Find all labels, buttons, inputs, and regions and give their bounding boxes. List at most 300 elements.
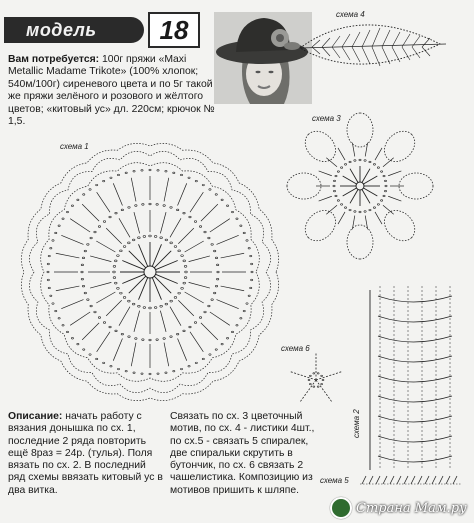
scheme-1-chain-dot bbox=[123, 246, 126, 248]
scheme-1-chain-dot bbox=[96, 184, 98, 186]
scheme-1-chain-dot bbox=[157, 170, 159, 172]
scheme-3-chain-dot bbox=[354, 160, 356, 162]
scheme-1-chain-dot bbox=[142, 204, 144, 206]
scheme-5-spiral-stitch bbox=[446, 476, 450, 484]
scheme-1-stitch bbox=[96, 241, 115, 252]
scheme-1-chain-dot bbox=[163, 205, 165, 207]
scheme-1-inner-stitch bbox=[122, 274, 144, 283]
scheme-1-chain-dot bbox=[58, 225, 60, 227]
scheme-1-chain-dot bbox=[221, 199, 223, 201]
scheme-5-spiral-stitch bbox=[411, 476, 415, 484]
scheme-4-leaf-stitch bbox=[402, 47, 410, 60]
scheme-6-chain-dot bbox=[313, 373, 315, 374]
scheme-1-chain-dot bbox=[132, 303, 135, 305]
scheme-2-arch-row bbox=[378, 416, 452, 422]
scheme-1-chain-dot bbox=[226, 205, 228, 207]
scheme-4-leaf-stitch bbox=[342, 34, 350, 47]
scheme-1-chain-dot bbox=[194, 322, 196, 324]
scheme-1-chain-dot bbox=[84, 250, 86, 252]
scheme-1-inner-stitch bbox=[139, 278, 148, 300]
scheme-3-petal bbox=[378, 125, 420, 167]
scheme-1-chain-dot bbox=[133, 170, 135, 172]
scheme-3-petal bbox=[347, 113, 373, 147]
scheme-3-chain-dot bbox=[385, 185, 387, 187]
scheme-3-chain-dot bbox=[333, 185, 335, 187]
scheme-1-chain-dot bbox=[141, 373, 143, 375]
scheme-2-arch-row bbox=[378, 456, 452, 462]
scheme-3-chain-dot bbox=[383, 195, 385, 197]
scheme-1-stitch bbox=[217, 300, 239, 309]
scheme-1-chain-dot bbox=[149, 169, 151, 171]
scheme-1-chain-dot bbox=[202, 358, 204, 360]
scheme-1-stitch bbox=[178, 228, 194, 244]
scheme-1-chain-dot bbox=[47, 271, 49, 273]
scheme-1-chain-dot bbox=[62, 218, 64, 220]
scheme-1-chain-dot bbox=[96, 358, 98, 360]
scheme-1-chain-dot bbox=[81, 278, 83, 280]
scheme-1-chain-dot bbox=[52, 240, 54, 242]
scheme-1-chain-dot bbox=[135, 205, 137, 207]
scheme-1-chain-dot bbox=[170, 242, 173, 244]
scheme-3-chain-dot bbox=[369, 209, 371, 211]
scheme-1-chain-dot bbox=[173, 172, 175, 174]
scheme-1-chain-dot bbox=[215, 257, 217, 259]
scheme-1-chain-dot bbox=[181, 287, 184, 289]
scheme-1-chain-dot bbox=[103, 221, 105, 223]
scheme-1-chain-dot bbox=[117, 287, 120, 289]
scheme-1-chain-dot bbox=[183, 282, 186, 284]
scheme-2-arch-row bbox=[378, 356, 452, 362]
scheme-1-chain-dot bbox=[188, 177, 190, 179]
scheme-1-chain-dot bbox=[141, 170, 143, 172]
scheme-4-leaf-stitch bbox=[392, 32, 400, 47]
scheme-1-chain-dot bbox=[115, 212, 117, 214]
scheme-1-chain-dot bbox=[149, 235, 152, 237]
scheme-3-chain-dot bbox=[377, 204, 379, 206]
scheme-1-chain-dot bbox=[120, 292, 123, 294]
scheme-2-arch-row bbox=[378, 296, 452, 302]
scheme-1-stitch bbox=[113, 339, 122, 361]
scheme-1-chain-dot bbox=[117, 255, 120, 257]
scheme-1-chain-dot bbox=[165, 170, 167, 172]
scheme-1-chain-dot bbox=[176, 333, 178, 335]
scheme-3-petal bbox=[299, 125, 341, 167]
scheme-1-chain-dot bbox=[98, 317, 100, 319]
scheme-3-chain-dot bbox=[341, 167, 343, 169]
scheme-1-chain-dot bbox=[178, 292, 181, 294]
scheme-3-stitch bbox=[388, 171, 401, 176]
scheme-3-chain-dot bbox=[333, 180, 335, 182]
scheme-1-chain-dot bbox=[184, 277, 187, 279]
scheme-1-chain-dot bbox=[185, 271, 188, 273]
scheme-6-sepal-arm bbox=[289, 371, 316, 380]
scheme-1-chain-dot bbox=[47, 279, 49, 281]
scheme-6-chain-dot bbox=[309, 375, 311, 376]
scheme-1-chain-dot bbox=[195, 362, 197, 364]
scheme-1-chain-dot bbox=[48, 287, 50, 289]
scheme-1-chain-dot bbox=[170, 300, 173, 302]
scheme-1-chain-dot bbox=[194, 221, 196, 223]
scheme-3-stitch bbox=[338, 148, 345, 160]
scheme-1-chain-dot bbox=[251, 271, 253, 273]
watermark bbox=[330, 496, 472, 520]
scheme-1-stitch bbox=[131, 343, 136, 367]
scheme-1-chain-dot bbox=[133, 372, 135, 374]
scheme-1-chain-dot bbox=[81, 264, 83, 266]
scheme-3-chain-dot bbox=[369, 161, 371, 163]
scheme-1-stitch bbox=[190, 332, 203, 352]
scheme-1-chain-dot bbox=[71, 205, 73, 207]
scheme-1-stitch bbox=[113, 183, 122, 205]
scheme-1-chain-dot bbox=[50, 247, 52, 249]
scheme-1-stitch bbox=[97, 192, 110, 212]
scheme-1-chain-dot bbox=[87, 299, 89, 301]
scheme-1-stitch bbox=[160, 311, 166, 332]
scheme-1-chain-dot bbox=[209, 189, 211, 191]
scheme-6-chain-dot bbox=[322, 379, 324, 380]
scheme-1-chain-dot bbox=[115, 330, 117, 332]
scheme-1-chain-dot bbox=[128, 300, 131, 302]
scheme-1-stitch bbox=[217, 235, 239, 244]
scheme-1-chain-dot bbox=[154, 236, 157, 238]
scheme-4-leaf-stitch bbox=[392, 47, 400, 62]
scheme-1-chain-dot bbox=[215, 285, 217, 287]
scheme-1-chain-dot bbox=[84, 292, 86, 294]
scheme-1-stitch bbox=[185, 292, 204, 303]
scheme-1-chain-dot bbox=[77, 343, 79, 345]
scheme-5-spiral-stitch bbox=[439, 476, 443, 484]
scheme-4-leaf-stitch bbox=[422, 47, 430, 56]
scheme-1-chain-dot bbox=[89, 189, 91, 191]
scheme-4-leaf-stitch bbox=[352, 47, 360, 62]
scheme-1-chain-dot bbox=[149, 203, 151, 205]
scheme-1-inner-stitch bbox=[139, 244, 148, 266]
materials-body: 100г пряжи «Maxi Metallic Madame Trikote» (100% хлопок; 540м/100г) сиреневого цвета и по 5г такой же пряжи зелёного и розового и жёлтого цветов; «китовый ус» дл. 220см; крючок № 1,5. bbox=[8, 54, 215, 128]
scheme-1-stitch bbox=[201, 204, 218, 221]
scheme-3-petal bbox=[399, 173, 433, 199]
scheme-5-spiral-stitch bbox=[376, 476, 380, 484]
scheme-1-stitch bbox=[178, 300, 194, 316]
scheme-3-chain-dot bbox=[384, 190, 386, 192]
scheme-1-chain-dot bbox=[248, 247, 250, 249]
scheme-1-chain-dot bbox=[248, 295, 250, 297]
scheme-1-inner-stitch bbox=[154, 276, 171, 293]
materials-intro: Вам потребуется: bbox=[8, 54, 100, 65]
scheme-1-stitch bbox=[164, 178, 169, 202]
scheme-1-chain-dot bbox=[103, 362, 105, 364]
scheme-1-chain-dot bbox=[211, 299, 213, 301]
scheme-1-chain-dot bbox=[98, 226, 100, 228]
scheme-1-chain-dot bbox=[121, 333, 123, 335]
scheme-4-leaf-stitch bbox=[312, 47, 320, 54]
scheme-5-spiral-stitch bbox=[404, 476, 408, 484]
scheme-1-label: схема 1 bbox=[60, 142, 89, 151]
scheme-5-label: схема 5 bbox=[320, 476, 349, 485]
scheme-1-chain-dot bbox=[82, 257, 84, 259]
scheme-1-chain-dot bbox=[216, 264, 218, 266]
scheme-4-leaf-stitch bbox=[332, 47, 340, 58]
scheme-1-inner-stitch bbox=[129, 276, 146, 293]
scheme-1-chain-dot bbox=[180, 174, 182, 176]
scheme-1-stitch bbox=[96, 292, 115, 303]
scheme-1-chain-dot bbox=[77, 199, 79, 201]
scheme-4-leaf-stitch bbox=[332, 36, 340, 47]
scheme-4-leaf-stitch bbox=[312, 40, 320, 47]
scheme-5-spiral-stitch bbox=[362, 476, 366, 484]
scheme-6-chain-dot bbox=[317, 386, 319, 387]
scheme-4-leaf-stitch bbox=[322, 38, 330, 47]
scheme-6-chain-dot bbox=[313, 386, 315, 387]
scheme-1-chain-dot bbox=[163, 338, 165, 340]
scheme-5-spiral-stitch bbox=[418, 476, 422, 484]
scheme-1-chain-dot bbox=[149, 373, 151, 375]
scheme-3-chain-dot bbox=[381, 171, 383, 173]
scheme-1-chain-dot bbox=[251, 279, 253, 281]
scheme-1-stitch bbox=[189, 256, 210, 262]
scheme-1-chain-dot bbox=[181, 255, 184, 257]
scheme-1-stitch bbox=[61, 300, 83, 309]
scheme-1-chain-dot bbox=[208, 237, 210, 239]
scheme-1-stitch bbox=[70, 312, 90, 325]
scheme-1-chain-dot bbox=[103, 180, 105, 182]
scheme-1-chain-dot bbox=[208, 305, 210, 307]
scheme-1-chain-dot bbox=[174, 246, 177, 248]
scheme-1-chain-dot bbox=[215, 349, 217, 351]
scheme-1-chain-dot bbox=[160, 305, 163, 307]
scheme-1-chain-dot bbox=[176, 209, 178, 211]
scheme-3-stitch bbox=[375, 148, 382, 160]
scheme-1-chain-dot bbox=[211, 244, 213, 246]
scheme-1-chain-dot bbox=[110, 365, 112, 367]
scheme-1-chain-dot bbox=[50, 295, 52, 297]
scheme-1-stitch bbox=[210, 219, 230, 232]
scheme-1-chain-dot bbox=[165, 239, 168, 241]
scheme-1-chain-dot bbox=[138, 237, 141, 239]
scheme-1-chain-dot bbox=[138, 305, 141, 307]
scheme-3-center-ring bbox=[356, 182, 364, 190]
scheme-6-chain-dot bbox=[321, 375, 323, 376]
scheme-4-leaf-stitch bbox=[352, 32, 360, 47]
scheme-4-leaf-stitch bbox=[382, 30, 390, 47]
scheme-5-spiral-stitch bbox=[369, 476, 373, 484]
scheme-1-chain-dot bbox=[204, 231, 206, 233]
scheme-1-chain-dot bbox=[160, 237, 163, 239]
scheme-1-chain-dot bbox=[125, 172, 127, 174]
scheme-1-chain-dot bbox=[240, 225, 242, 227]
scheme-1-chain-dot bbox=[87, 244, 89, 246]
scheme-3-chain-dot bbox=[381, 200, 383, 202]
scheme-1-chain-dot bbox=[81, 271, 83, 273]
scheme-1-chain-dot bbox=[178, 250, 181, 252]
scheme-1-chain-dot bbox=[174, 297, 177, 299]
scheme-3-chain-dot bbox=[335, 195, 337, 197]
scheme-4-leaf-stitch bbox=[422, 38, 430, 47]
scheme-1-chain-dot bbox=[128, 206, 130, 208]
scheme-1-chain-dot bbox=[103, 322, 105, 324]
scheme-1-chain-dot bbox=[183, 330, 185, 332]
scheme-1-chain-dot bbox=[188, 365, 190, 367]
scheme-1-chain-dot bbox=[113, 271, 116, 273]
scheme-3-chain-dot bbox=[373, 207, 375, 209]
description-col-1-text: начать работу с вязания донышка по сх. 1, последние 2 ряда повторить ещё 8раз = 24р. (тулья). Поля вязать по сх. 2. В последний ряд схемы ввязать китовый ус в два витка. bbox=[8, 411, 163, 496]
scheme-1-chain-dot bbox=[189, 326, 191, 328]
scheme-1-chain-dot bbox=[89, 354, 91, 356]
scheme-1-chain-dot bbox=[243, 232, 245, 234]
scheme-1-chain-dot bbox=[154, 307, 157, 309]
scheme-6-sepal-arm bbox=[316, 380, 332, 403]
scheme-1-inner-stitch bbox=[122, 261, 144, 270]
scheme-1-chain-dot bbox=[135, 338, 137, 340]
scheme-6-chain-dot bbox=[309, 383, 311, 384]
scheme-1-stitch bbox=[119, 218, 130, 237]
scheme-1-chain-dot bbox=[90, 237, 92, 239]
scheme-1-chain-dot bbox=[209, 354, 211, 356]
scheme-1-chain-dot bbox=[236, 218, 238, 220]
scheme-1-chain-dot bbox=[189, 216, 191, 218]
description-intro: Описание: bbox=[8, 411, 63, 422]
scheme-6-sepal-arm bbox=[316, 371, 343, 380]
scheme-3-chain-dot bbox=[341, 204, 343, 206]
scheme-1-chain-dot bbox=[202, 184, 204, 186]
scheme-1-chain-dot bbox=[240, 318, 242, 320]
scheme-3-petal bbox=[287, 173, 321, 199]
scheme-1-stitch bbox=[170, 218, 181, 237]
model-label: модель bbox=[4, 17, 144, 43]
scheme-1-chain-dot bbox=[173, 370, 175, 372]
scheme-1-chain-dot bbox=[243, 310, 245, 312]
scheme-1-stitch bbox=[221, 253, 245, 258]
scheme-1-stitch bbox=[61, 235, 83, 244]
watermark-logo-icon bbox=[330, 497, 352, 519]
scheme-3-chain-dot bbox=[337, 171, 339, 173]
scheme-1-chain-dot bbox=[48, 255, 50, 257]
scheme-3-chain-dot bbox=[349, 161, 351, 163]
scheme-1-chain-dot bbox=[66, 331, 68, 333]
scheme-1-chain-dot bbox=[114, 282, 117, 284]
scheme-1-chain-dot bbox=[221, 343, 223, 345]
scheme-6-label: схема 6 bbox=[281, 344, 310, 353]
scheme-1-chain-dot bbox=[109, 216, 111, 218]
scheme-1-chain-dot bbox=[52, 303, 54, 305]
scheme-1-chain-dot bbox=[113, 277, 116, 279]
scheme-3-chain-dot bbox=[384, 180, 386, 182]
scheme-3-petal bbox=[347, 225, 373, 259]
description-col-1 bbox=[8, 411, 164, 497]
scheme-1-stitch bbox=[56, 253, 80, 258]
scheme-1-chain-dot bbox=[62, 325, 64, 327]
scheme-1-chain-dot bbox=[55, 310, 57, 312]
scheme-1-stitch bbox=[82, 204, 99, 221]
scheme-1-stitch bbox=[160, 212, 166, 233]
scheme-1-stitch bbox=[70, 219, 90, 232]
scheme-1-inner-stitch bbox=[156, 261, 178, 270]
watermark-text: Страна Мам.ру bbox=[356, 500, 467, 516]
scheme-3-chain-dot bbox=[349, 209, 351, 211]
scheme-1-chain-dot bbox=[251, 263, 253, 265]
scheme-4-leaf-stitch bbox=[412, 36, 420, 47]
scheme-5-spiral-stitch bbox=[383, 476, 387, 484]
scheme-4-leaf-stitch bbox=[362, 47, 370, 64]
scheme-3-chain-dot bbox=[354, 211, 356, 213]
scheme-1-chain-dot bbox=[165, 372, 167, 374]
scheme-1-chain-dot bbox=[184, 265, 187, 267]
scheme-1-chain-dot bbox=[199, 226, 201, 228]
scheme-1-stitch bbox=[210, 312, 230, 325]
scheme-1-center-ring bbox=[144, 266, 156, 278]
scheme-1-stitch bbox=[189, 282, 210, 288]
scheme-1-stitch bbox=[106, 300, 122, 316]
scheme-5-spiral-stitch bbox=[390, 476, 394, 484]
scheme-1-stitch bbox=[221, 286, 245, 291]
scheme-1-chain-dot bbox=[156, 339, 158, 341]
scheme-4-leaf-stitch bbox=[342, 47, 350, 60]
scheme-1-chain-dot bbox=[250, 255, 252, 257]
scheme-1-stitch bbox=[90, 256, 111, 262]
scheme-1-chain-dot bbox=[165, 303, 168, 305]
scheme-3-chain-dot bbox=[359, 159, 361, 161]
description-col-2: Связать по сх. 3 цветочный мотив, по сх. 4 - листики 4шт., по сх.5 - связать 5 спиралек, две спиральки скрутить в бутончик, по сх. 6 связать 2 чашелистика. Композицию из мотивов пришить к шляпе. bbox=[170, 411, 315, 496]
scheme-4-leaf-stitch bbox=[362, 30, 370, 47]
scheme-1-chain-dot bbox=[125, 370, 127, 372]
scheme-5-spiral-stitch bbox=[425, 476, 429, 484]
scheme-2-arch-row bbox=[378, 336, 452, 342]
scheme-4-label: схема 4 bbox=[336, 10, 365, 19]
scheme-1-chain-dot bbox=[236, 325, 238, 327]
scheme-6-sepal-arm bbox=[300, 380, 316, 403]
scheme-1-chain-dot bbox=[83, 194, 85, 196]
scheme-4-leaf-stitch bbox=[322, 47, 330, 56]
scheme-4-leaf-stitch bbox=[372, 28, 380, 47]
scheme-1-chain-dot bbox=[123, 297, 126, 299]
scheme-1-stitch bbox=[185, 241, 204, 252]
scheme-1-chain-dot bbox=[156, 204, 158, 206]
scheme-1-chain-dot bbox=[128, 336, 130, 338]
scheme-5-spiral-stitch bbox=[397, 476, 401, 484]
scheme-1-chain-dot bbox=[204, 311, 206, 313]
scheme-3-chain-dot bbox=[344, 164, 346, 166]
scheme-1-chain-dot bbox=[114, 260, 117, 262]
scheme-1-chain-dot bbox=[55, 232, 57, 234]
scheme-1-stitch bbox=[90, 282, 111, 288]
scheme-1-chain-dot bbox=[117, 368, 119, 370]
scheme-1-inner-stitch bbox=[129, 251, 146, 268]
scheme-3-petal bbox=[378, 204, 420, 246]
scheme-6-chain-dot bbox=[321, 383, 323, 384]
scheme-3-stitch bbox=[375, 212, 382, 224]
scheme-1-stitch bbox=[190, 192, 203, 212]
scheme-1-chain-dot bbox=[183, 260, 186, 262]
scheme-6-chain-dot bbox=[308, 379, 310, 380]
scheme-3-stitch bbox=[319, 196, 332, 201]
scheme-2-label: схема 2 bbox=[352, 409, 361, 438]
scheme-1-chain-dot bbox=[226, 337, 228, 339]
scheme-3-chain-dot bbox=[344, 207, 346, 209]
scheme-1-chain-dot bbox=[170, 336, 172, 338]
scheme-3-stitch bbox=[319, 171, 332, 176]
scheme-1-chain-dot bbox=[213, 250, 215, 252]
scheme-1-stitch bbox=[119, 307, 130, 326]
scheme-3-chain-dot bbox=[377, 167, 379, 169]
scheme-1-stitch bbox=[134, 212, 140, 233]
scheme-1-chain-dot bbox=[83, 349, 85, 351]
scheme-5-spiral-stitch bbox=[432, 476, 436, 484]
scheme-1-stitch bbox=[170, 307, 181, 326]
scheme-1-chain-dot bbox=[143, 307, 146, 309]
scheme-3-label: схема 3 bbox=[312, 114, 341, 123]
scheme-1-chain-dot bbox=[215, 194, 217, 196]
scheme-1-chain-dot bbox=[117, 174, 119, 176]
scheme-1-chain-dot bbox=[110, 177, 112, 179]
